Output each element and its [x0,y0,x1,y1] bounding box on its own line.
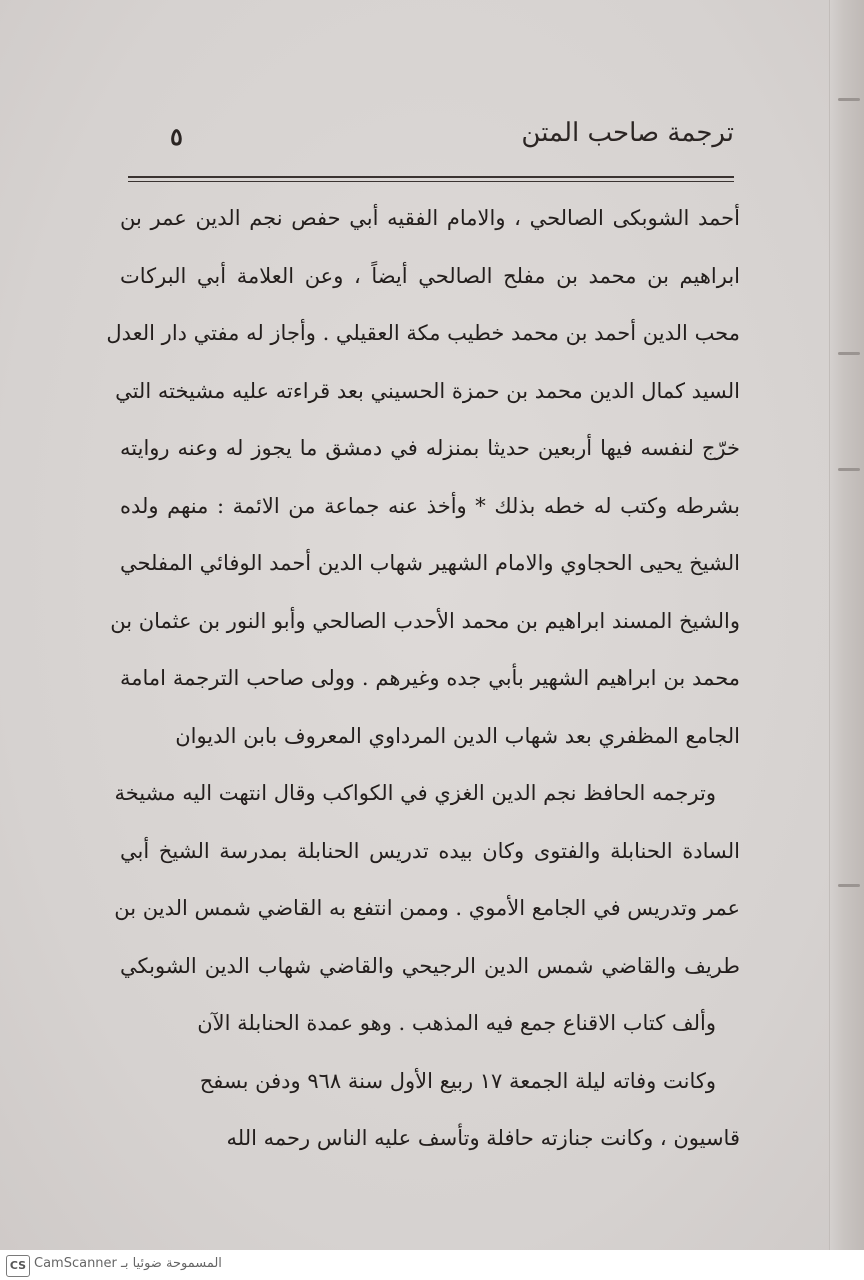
body-text [106,190,740,1168]
text-line: ابراهيم بن محمد بن مفلح الصالحي أيضاً ، وعن العلامة أبي البركات [120,263,740,288]
edge-mark [838,884,860,887]
text-line: محب الدين أحمد بن محمد خطيب مكة العقيلي . وأجاز له مفتي دار العدل [106,321,740,345]
scanner-watermark-bar [0,1250,864,1280]
camscanner-logo-icon: CS [6,1255,30,1277]
header-rule-thin [128,181,734,182]
page-header [128,112,734,160]
edge-mark [838,352,860,355]
text-line: الشيخ يحيى الحجاوي والامام الشهير شهاب الدين أحمد الوفائي المفلحي [119,551,740,575]
camscanner-watermark-text: CamScanner المسموحة ضوئيا بـ [34,1256,222,1271]
text-line: وألف كتاب الاقناع جمع فيه المذهب . وهو عمدة الحنابلة الآن [197,1011,716,1035]
text-line: وكانت وفاته ليلة الجمعة ١٧ ربيع الأول سنة ٩٦٨ ودفن بسفح [199,1068,716,1093]
text-line: عمر وتدريس في الجامع الأموي . وممن انتفع به القاضي شمس الدين بن [114,896,740,920]
page-edge [829,0,864,1250]
text-line: طريف والقاضي شمس الدين الرجيحي والقاضي شهاب الدين الشوبكي [120,953,740,978]
text-line: أحمد الشوبكى الصالحي ، والامام الفقيه أبي حفص نجم الدين عمر بن [120,206,740,230]
running-title: ترجمة صاحب المتن [521,118,734,148]
text-line: والشيخ المسند ابراهيم بن محمد الأحدب الصالحي وأبو النور بن عثمان بن [110,608,740,633]
edge-mark [838,468,860,471]
text-line: خرّج لنفسه فيها أربعين حديثا بمنزله في دمشق ما يجوز له وعنه روايته [120,436,740,460]
page-number: ٥ [170,122,183,151]
text-line: الجامع المظفري بعد شهاب الدين المرداوي المعروف بابن الديوان [175,723,740,748]
text-line: محمد بن ابراهيم الشهير بأبي جده وغيرهم . وولى صاحب الترجمة امامة [120,666,740,690]
text-line: بشرطه وكتب له خطه بذلك * وأخذ عنه جماعة من الائمة : منهم ولده [120,493,740,518]
edge-mark [838,98,860,101]
text-line: قاسيون ، وكانت جنازته حافلة وتأسف عليه الناس رحمه الله [226,1126,740,1150]
text-line: السيد كمال الدين محمد بن حمزة الحسيني بعد قراءته عليه مشيخته التي [115,378,740,403]
text-line: وترجمه الحافظ نجم الدين الغزي في الكواكب وقال انتهت اليه مشيخة [114,781,716,805]
text-line: السادة الحنابلة والفتوى وكان بيده تدريس الحنابلة بمدرسة الشيخ أبي [120,838,740,863]
header-rule [128,176,734,178]
